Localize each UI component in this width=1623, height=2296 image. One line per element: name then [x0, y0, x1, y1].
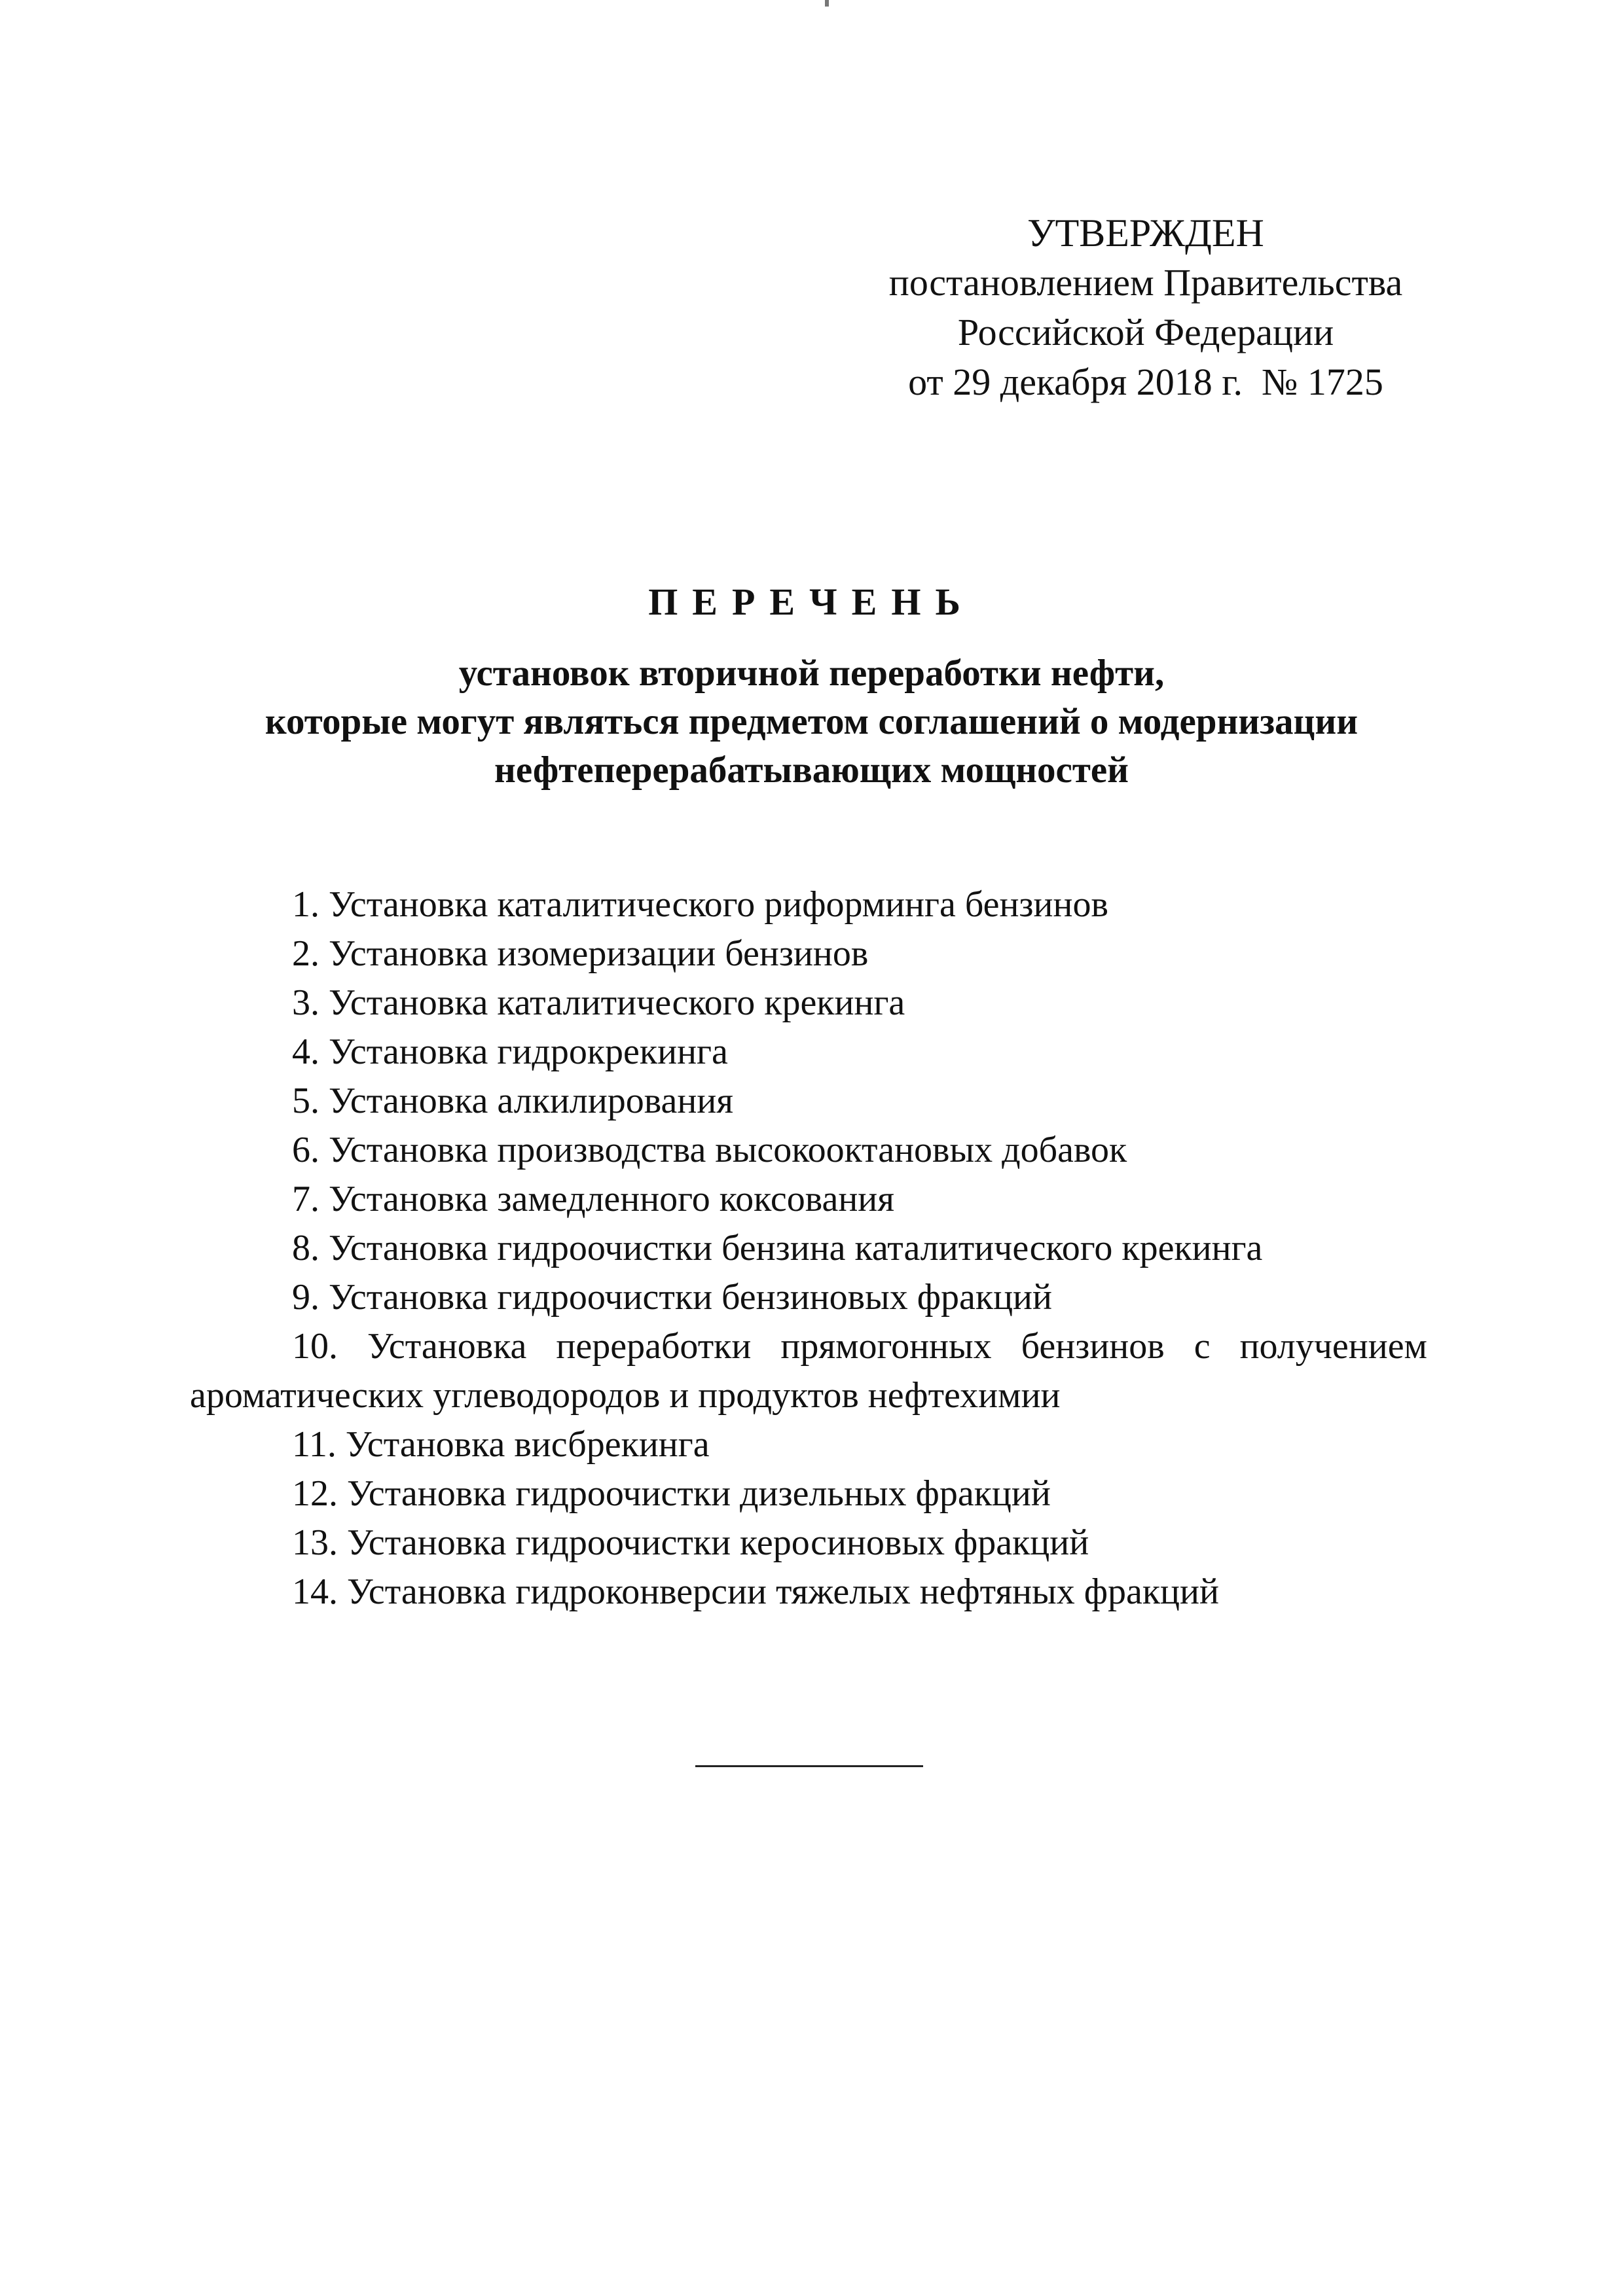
list-item: 13. Установка гидроочистки керосиновых фракций [292, 1522, 1089, 1563]
subtitle-line-1: установок вторичной переработки нефти, [458, 653, 1165, 694]
approval-line-3: от 29 декабря 2018 г. № 1725 [908, 361, 1383, 403]
list-item: 8. Установка гидроочистки бензина каталитического крекинга [292, 1228, 1263, 1268]
approval-stamp [851, 208, 1440, 407]
approval-title: УТВЕРЖДЕН [1027, 211, 1264, 255]
approval-line-1: постановлением Правительства [888, 261, 1403, 304]
list-item-line-2: ароматических углеводородов и продуктов нефтехимии [190, 1375, 1061, 1416]
list-item-line-1: 10. Установка переработки прямогонных бензинов с получением [292, 1326, 1427, 1367]
list-item: 14. Установка гидроконверсии тяжелых нефтяных фракций [292, 1571, 1219, 1612]
list-item: 4. Установка гидрокрекинга [292, 1031, 728, 1072]
subtitle-line-2: которые могут являться предметом соглашений о модернизации [264, 701, 1359, 742]
document-subtitle [0, 649, 1623, 795]
list-item: 2. Установка изомеризации бензинов [292, 933, 869, 974]
list-item-wrapped [190, 1322, 1427, 1420]
list-item: 5. Установка алкилирования [292, 1081, 734, 1121]
approval-line-2: Российской Федерации [957, 311, 1334, 353]
document-heading: ПЕРЕЧЕНЬ [648, 581, 975, 623]
list-item: 12. Установка гидроочистки дизельных фракций [292, 1473, 1051, 1514]
list-item: 6. Установка производства высокооктановых добавок [292, 1130, 1127, 1170]
page-number-mark [825, 0, 829, 7]
subtitle-line-3: нефтеперерабатывающих мощностей [494, 749, 1129, 791]
list-item: 11. Установка висбрекинга [292, 1424, 710, 1465]
list-item: 1. Установка каталитического риформинга бензинов [292, 884, 1108, 925]
list-item: 3. Установка каталитического крекинга [292, 982, 905, 1023]
installations-list [190, 880, 1427, 1617]
list-item: 7. Установка замедленного коксования [292, 1179, 895, 1219]
list-item: 9. Установка гидроочистки бензиновых фракций [292, 1277, 1052, 1318]
end-separator-line [695, 1765, 923, 1767]
